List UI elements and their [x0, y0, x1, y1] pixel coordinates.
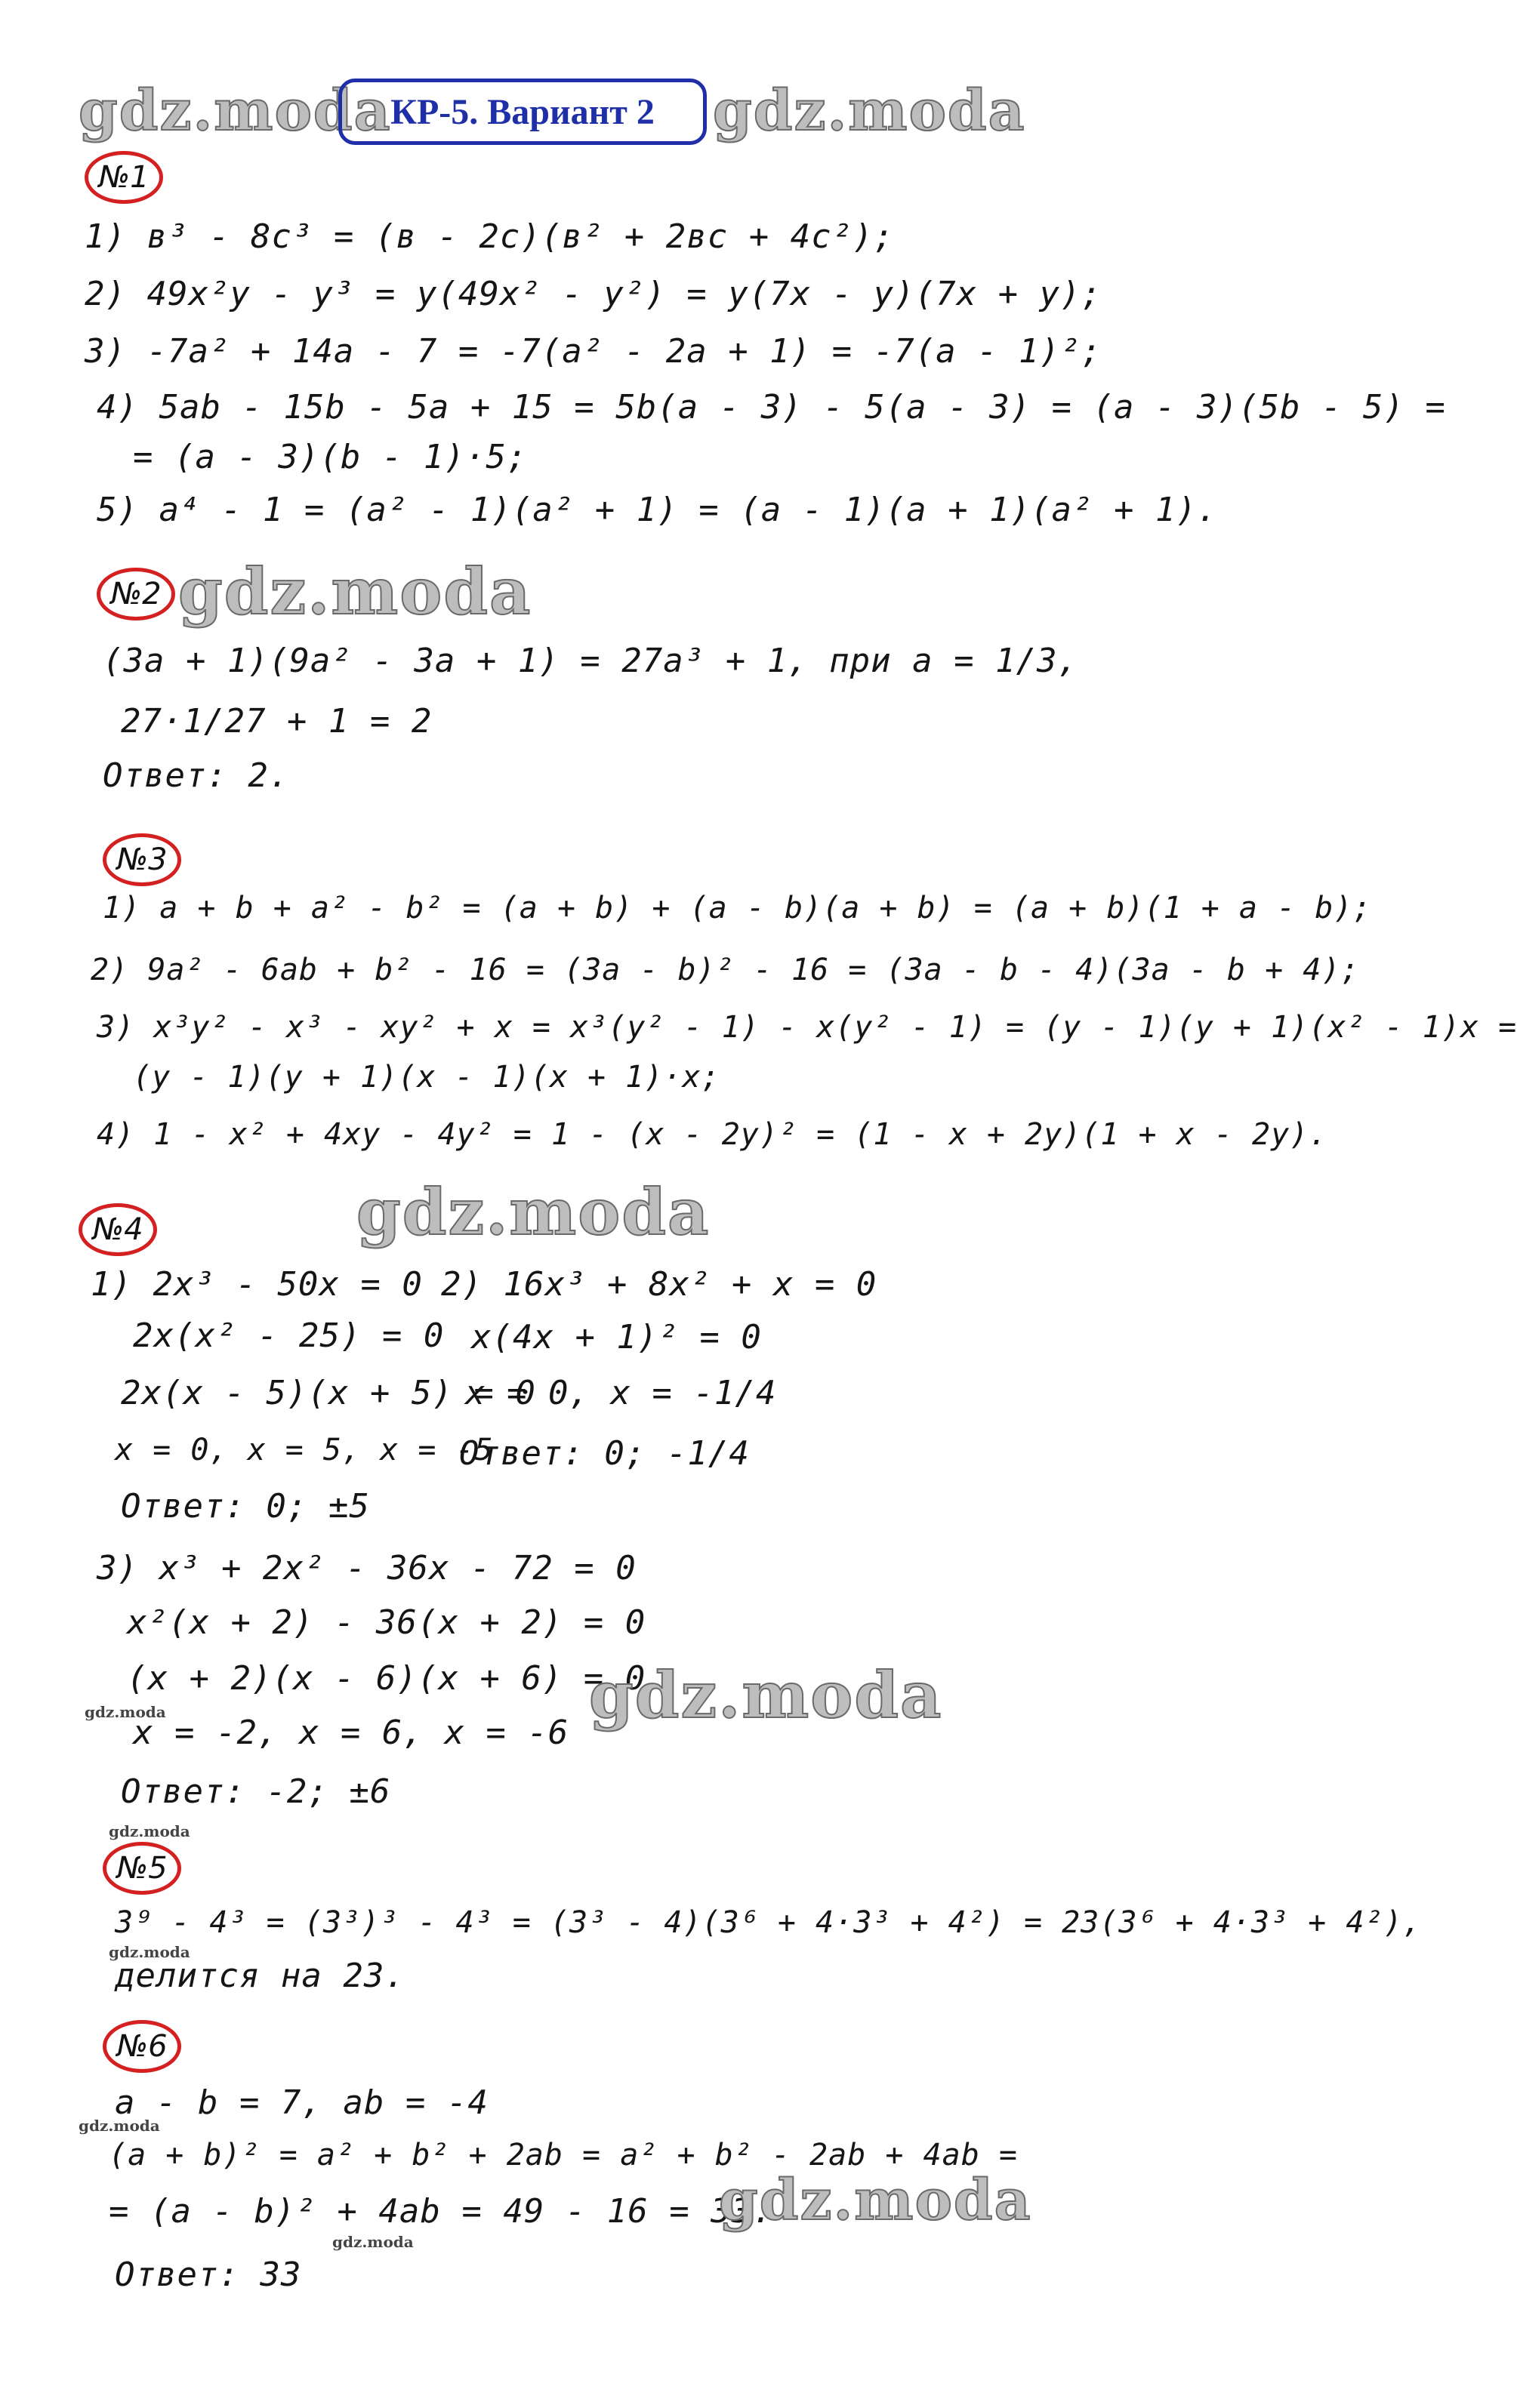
task-number-3: №3: [103, 833, 181, 886]
task5-line-2: делится на 23.: [115, 1957, 405, 1995]
task4-part3-line-2: x²(x + 2) - 36(x + 2) = 0: [127, 1603, 646, 1642]
task4-part3-line-1: 3) x³ + 2x² - 36x - 72 = 0: [97, 1549, 637, 1587]
task3-line-3: 3) x³y² - x³ - xy² + x = x³(y² - 1) - x(y² - 1) = (y - 1)(y + 1)(x² - 1)x =: [97, 1010, 1517, 1045]
task4-part3-answer: Ответ: -2; ±6: [121, 1772, 391, 1811]
task4-part3-line-4: x = -2, x = 6, x = -6: [133, 1714, 569, 1752]
task-number-2: №2: [97, 568, 175, 620]
task1-line-2: 2) 49x²y - y³ = y(49x² - y²) = y(7x - y)(7x + y);: [85, 275, 1102, 313]
task2-line-1: (3a + 1)(9a² - 3a + 1) = 27a³ + 1, при a = 1/3,: [103, 642, 1079, 680]
watermark-task4-part3: gdz.moda: [589, 1658, 943, 1732]
task4-left-line-2: 2x(x² - 25) = 0: [133, 1316, 445, 1355]
task4-right-line-3: x = 0, x = -1/4: [465, 1374, 777, 1412]
watermark-header-right: gdz.moda: [713, 79, 1026, 143]
task3-line-4: (y - 1)(y + 1)(x - 1)(x + 1)·x;: [133, 1060, 720, 1095]
task6-line-1: a - b = 7, ab = -4: [115, 2083, 489, 2122]
task-number-4: №4: [79, 1203, 157, 1256]
task6-line-3: = (a - b)² + 4ab = 49 - 16 = 33.: [109, 2192, 773, 2231]
task1-line-1: 1) в³ - 8с³ = (в - 2с)(в² + 2вс + 4с²);: [85, 217, 895, 256]
task3-line-2: 2) 9a² - 6ab + b² - 16 = (3a - b)² - 16 = (3a - b - 4)(3a - b + 4);: [91, 953, 1360, 987]
watermark-small-2: gdz.moda: [109, 1822, 190, 1840]
task4-right-line-2: x(4x + 1)² = 0: [471, 1318, 762, 1356]
watermark-task4: gdz.moda: [356, 1175, 711, 1249]
watermark-task2: gdz.moda: [178, 554, 532, 629]
watermark-task6: gdz.moda: [719, 2168, 1032, 2233]
task4-part3-line-3: (x + 2)(x - 6)(x + 6) = 0: [127, 1659, 646, 1698]
page-title: КР-5. Вариант 2: [338, 79, 707, 145]
watermark-small-3: gdz.moda: [109, 1943, 190, 1961]
task4-right-line-1: 2) 16x³ + 8x² + x = 0: [441, 1265, 877, 1304]
watermark-small-1: gdz.moda: [85, 1703, 166, 1721]
task6-line-2: (a + b)² = a² + b² + 2ab = a² + b² - 2ab + 4ab =: [109, 2138, 1018, 2172]
task4-left-line-4: x = 0, x = 5, x = -5: [115, 1433, 494, 1467]
task4-left-line-3: 2x(x - 5)(x + 5) = 0: [121, 1374, 536, 1412]
task1-line-5: = (a - 3)(b - 1)·5;: [133, 438, 528, 476]
task4-left-line-1: 1) 2x³ - 50x = 0: [91, 1265, 423, 1304]
task6-answer: Ответ: 33: [115, 2256, 302, 2294]
task-number-1: №1: [85, 151, 163, 204]
task1-line-4: 4) 5ab - 15b - 5a + 15 = 5b(a - 3) - 5(a - 3) = (a - 3)(5b - 5) =: [97, 388, 1446, 426]
task1-line-6: 5) a⁴ - 1 = (a² - 1)(a² + 1) = (a - 1)(a + 1)(a² + 1).: [97, 491, 1218, 529]
task5-line-1: 3⁹ - 4³ = (3³)³ - 4³ = (3³ - 4)(3⁶ + 4·3³ + 4²) = 23(3⁶ + 4·3³ + 4²),: [115, 1905, 1422, 1940]
task1-line-3: 3) -7a² + 14a - 7 = -7(a² - 2a + 1) = -7(a - 1)²;: [85, 332, 1102, 371]
watermark-small-5: gdz.moda: [332, 2233, 414, 2251]
watermark-header-left: gdz.moda: [79, 79, 392, 143]
task3-line-1: 1) a + b + a² - b² = (a + b) + (a - b)(a + b) = (a + b)(1 + a - b);: [103, 891, 1372, 925]
task2-line-2: 27·1/27 + 1 = 2: [121, 702, 433, 741]
task-number-5: №5: [103, 1842, 181, 1895]
watermark-small-4: gdz.moda: [79, 2117, 160, 2135]
task4-left-answer: Ответ: 0; ±5: [121, 1487, 370, 1526]
task4-right-answer: Ответ: 0; -1/4: [459, 1434, 750, 1473]
task3-line-5: 4) 1 - x² + 4xy - 4y² = 1 - (x - 2y)² = (1 - x + 2y)(1 + x - 2y).: [97, 1117, 1328, 1152]
task2-answer: Ответ: 2.: [103, 756, 290, 795]
task-number-6: №6: [103, 2020, 181, 2073]
